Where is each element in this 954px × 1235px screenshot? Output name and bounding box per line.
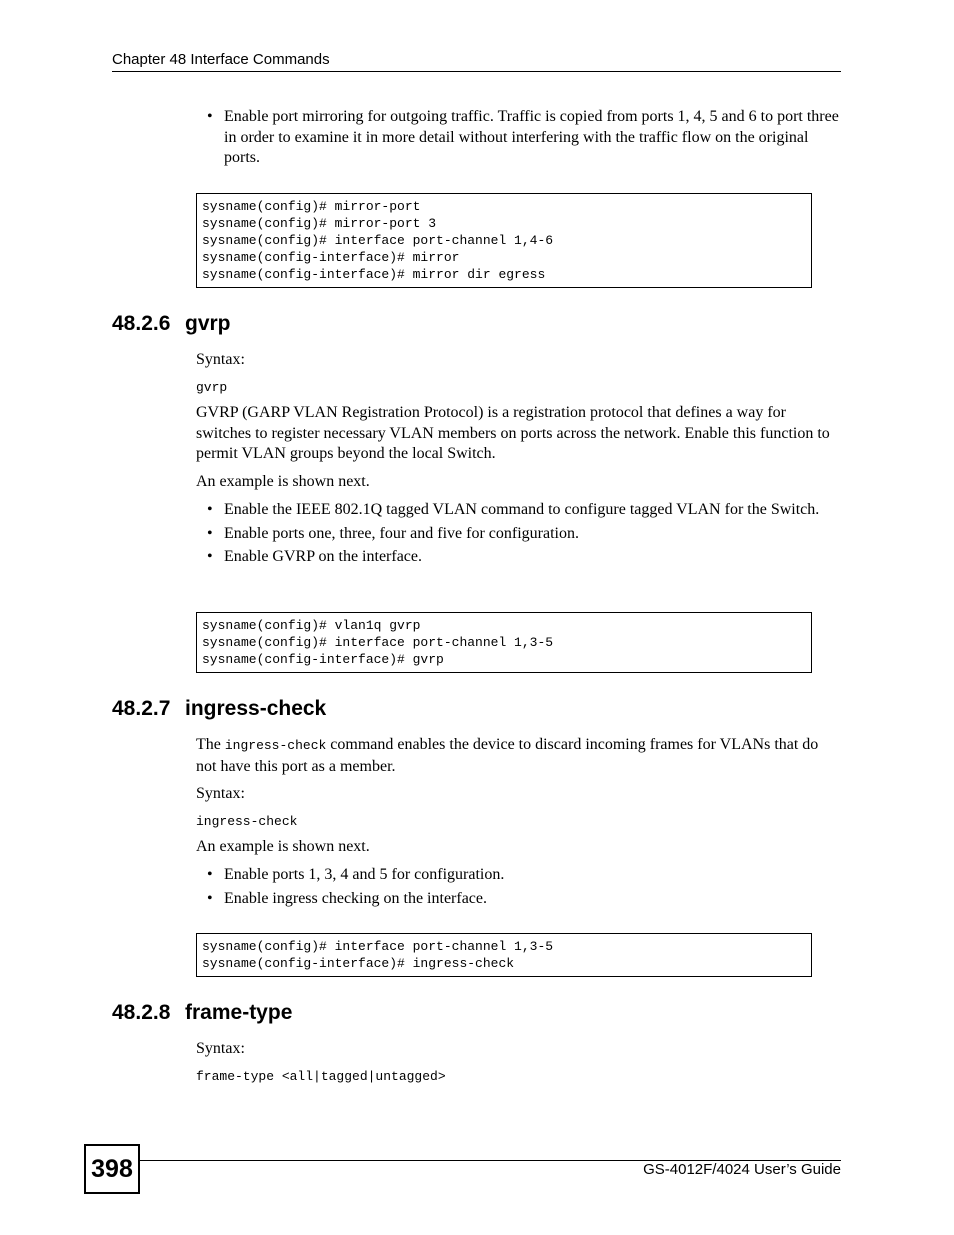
ingress-syntax-code: ingress-check bbox=[196, 814, 298, 829]
code-line: sysname(config)# mirror-port bbox=[202, 199, 421, 214]
frame-type-heading bbox=[112, 1001, 292, 1025]
list-item: • Enable GVRP on the interface. bbox=[207, 547, 841, 568]
guide-title: GS-4012F/4024 User’s Guide bbox=[643, 1161, 841, 1178]
list-item: • Enable ingress checking on the interface. bbox=[207, 889, 841, 910]
frame-type-syntax-code: frame-type <all|tagged|untagged> bbox=[196, 1069, 446, 1084]
code-line: sysname(config)# mirror-port 3 bbox=[202, 216, 437, 231]
gvrp-bullet-list bbox=[207, 500, 841, 571]
gvrp-code-block bbox=[196, 612, 812, 673]
gvrp-heading bbox=[112, 312, 231, 336]
code-line: sysname(config)# vlan1q gvrp bbox=[202, 618, 421, 633]
list-item: • Enable ports 1, 3, 4 and 5 for configuration. bbox=[207, 865, 841, 886]
list-item: • Enable port mirroring for outgoing traffic. Traffic is copied from ports 1, 4, 5 and 6 to port three in order to examine it in more detail without interfering with the traffic flow on the original ports. bbox=[207, 107, 841, 169]
mirror-code-block bbox=[196, 193, 812, 288]
frame-type-syntax-label: Syntax: bbox=[196, 1040, 245, 1057]
code-line: sysname(config-interface)# mirror bbox=[202, 250, 460, 265]
gvrp-syntax-label: Syntax: bbox=[196, 351, 245, 368]
code-line: sysname(config)# interface port-channel 1,3-5 bbox=[202, 939, 554, 954]
header-divider bbox=[112, 71, 841, 72]
inline-command: ingress-check bbox=[224, 738, 327, 753]
code-line: sysname(config-interface)# mirror dir egress bbox=[202, 267, 546, 282]
section-title: gvrp bbox=[185, 312, 231, 335]
ingress-syntax-label: Syntax: bbox=[196, 785, 245, 802]
desc-suffix: command enables the device to discard incoming frames for VLANs that do not have this port as a member. bbox=[196, 736, 819, 775]
code-line: sysname(config-interface)# gvrp bbox=[202, 652, 444, 667]
code-line: sysname(config)# interface port-channel 1,4-6 bbox=[202, 233, 554, 248]
section-number: 48.2.8 bbox=[112, 1001, 171, 1024]
section-title: ingress-check bbox=[185, 697, 327, 720]
desc-prefix: The bbox=[196, 736, 225, 753]
ingress-bullet-list bbox=[207, 865, 841, 912]
code-line: sysname(config-interface)# ingress-check bbox=[202, 956, 515, 971]
page-number: 398 bbox=[84, 1144, 140, 1194]
section-number: 48.2.6 bbox=[112, 312, 171, 335]
ingress-description bbox=[196, 735, 841, 777]
code-line: sysname(config)# interface port-channel 1,3-5 bbox=[202, 635, 554, 650]
gvrp-syntax-code: gvrp bbox=[196, 380, 228, 395]
ingress-check-heading bbox=[112, 697, 326, 721]
mirror-bullet-list bbox=[207, 107, 841, 172]
chapter-title: Chapter 48 Interface Commands bbox=[112, 51, 330, 68]
ingress-code-block bbox=[196, 933, 812, 977]
section-number: 48.2.7 bbox=[112, 697, 171, 720]
gvrp-description: GVRP (GARP VLAN Registration Protocol) is a registration protocol that defines a way for switches to register necessary VLAN members on ports across the network. Enable this function to permit VLAN groups beyond the local Switch. bbox=[196, 404, 830, 462]
ingress-example-intro: An example is shown next. bbox=[196, 838, 370, 855]
section-title: frame-type bbox=[185, 1001, 293, 1024]
gvrp-example-intro: An example is shown next. bbox=[196, 473, 370, 490]
list-item: • Enable the IEEE 802.1Q tagged VLAN command to configure tagged VLAN for the Switch. bbox=[207, 500, 841, 521]
list-item: • Enable ports one, three, four and five for configuration. bbox=[207, 524, 841, 545]
